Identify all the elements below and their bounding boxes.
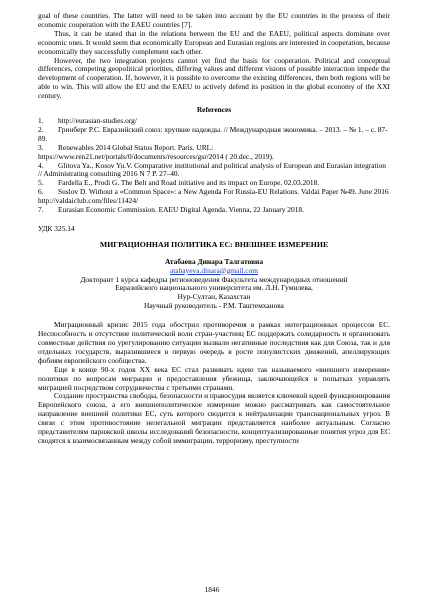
reference-text: Renewables 2014 Global Status Report. Paris. URL: https://www.ren21.net/portals/0/documents/resources/gsr/2014 ( 20.dec., 2019). xyxy=(38,142,274,161)
reference-number: 4. xyxy=(38,160,44,170)
en-paragraph-3: However, the two integration projects cannot yet find the basis for cooperation. Political and conceptual differences, competing geopolitical priorities, differing values and different visions of possible interaction impede the development of cooperation. If, however, it is possible to overcome the existing differences, then both regions will be able to win. This will allow the EU and the EAEU to actively defend its position in the global economy of the XXI century. xyxy=(38,55,390,101)
ru-paragraph-2: Еще в конце 90-х годов XX века ЕС стал развивать идею так называемого «внешнего измерения» политики по вопросам миграции и предоставления убежища, заключающейся в попытках управлять миграцией посредством сотрудничества с третьими странами. xyxy=(38,364,390,392)
reference-item xyxy=(38,188,390,206)
udc-code: УДК 325.14 xyxy=(38,223,75,233)
en-paragraph-1: goal of these countries. The latter will need to be taken into account by the EU countries in the process of their economic cooperation with the EAEU countries [7]. xyxy=(38,11,390,29)
reference-text: Eurasian Economic Commission. EAEU Digital Agenda. Vienna, 22 January 2018. xyxy=(58,205,304,215)
reference-text: Гринберг Р.С. Евразийский союз: хрупкие надежды. // Международная экономика. – 2013. – № 1. – с. 87-89. xyxy=(38,124,388,143)
reference-number: 3. xyxy=(38,142,44,152)
reference-item xyxy=(38,144,390,162)
author-name: Атабаева Динара Талгатовна xyxy=(164,256,264,266)
reference-number: 2. xyxy=(38,124,44,134)
references-title: References xyxy=(196,105,232,115)
reference-number: 7. xyxy=(38,205,44,215)
en-paragraph-2: Thus, it can be stated that in the relations between the EU and the EAEU, political aspects dominate over economic ones. It would seem that economically European and Eurasian regions are interested in cooperation, because economically they successfully complement each other. xyxy=(38,28,390,56)
reference-text: http://eurasian-studies.org/ xyxy=(58,115,137,125)
reference-text: Glitova Ya., Kosov Yu.V. Comparative institutional and political analysis of European and Eurasian integration // Administrating consulting 2016 N 7 P. 27–40. xyxy=(38,160,387,179)
ru-paragraph-1: Миграционный кризис 2015 года обострил противоречия в рамках интеграционных процессов ЕС. Неспособность и отсутствие политической воли стран-участниц ЕС поддержать солидарность и организовать совместные действия по урегулированию ситуации вызвали негативные последствия как для Союза, так и для отдельных государств, выразившиеся в первую очередь в росте популистских движений, апеллирующих фобиям европейского сообщества. xyxy=(38,320,390,365)
ru-paragraph-3: Создание пространства свободы, безопасности и правосудия является ключевой идеей функционирования Европейского союза, а его внешнеполитическое измерение можно рассматривать как самостоятельное направление внешней политики ЕС, суть которого сводится к нейтрализации транснациональных угроз. В связи с этим противостояние нелегальной миграции представляется наиболее актуальным. Согласно представителям парижской школы исследований безопасности, концептуализированные понятия угроз для ЕС сводятся к взаимосвязанным между собой иммиграции, терроризму, преступности xyxy=(38,391,390,445)
reference-text: Suslov D. Without a «Common Space»: a New Agenda For Russia-EU Relations. Valdai Paper №49. June 2016 http://valdaiclub.com/files/11424/ xyxy=(38,187,389,206)
reference-text: Fardella E., Prodi G. The Belt and Road initiative and its impact on Europe. 02.03.2018. xyxy=(58,178,320,188)
reference-number: 5. xyxy=(38,178,44,188)
author-email-link[interactable]: atabayeva.dinara@gmail.com xyxy=(169,265,259,275)
affiliation-line-2: Евразийского национального университета им. Л.Н. Гумилева, xyxy=(115,283,313,293)
reference-item xyxy=(38,126,390,144)
article-body xyxy=(38,321,390,446)
supervisor-line: Научный руководитель - Р.М. Таштемханова xyxy=(144,301,284,311)
affiliation-line-1: Докторант 1 курса кафедры регионоведения Факультета международных отношений xyxy=(80,274,348,284)
page-content xyxy=(38,12,390,446)
references-list xyxy=(38,117,390,215)
reference-number: 6. xyxy=(38,187,44,197)
reference-item xyxy=(38,206,390,215)
reference-number: 1. xyxy=(38,115,44,125)
page-number: 1846 xyxy=(204,585,220,594)
article-title: МИГРАЦИОННАЯ ПОЛИТИКА ЕС: ВНЕШНЕЕ ИЗМЕРЕНИЕ xyxy=(99,239,329,249)
reference-item xyxy=(38,162,390,180)
affiliation-line-3: Нур-Султан, Казахстан xyxy=(177,292,251,302)
